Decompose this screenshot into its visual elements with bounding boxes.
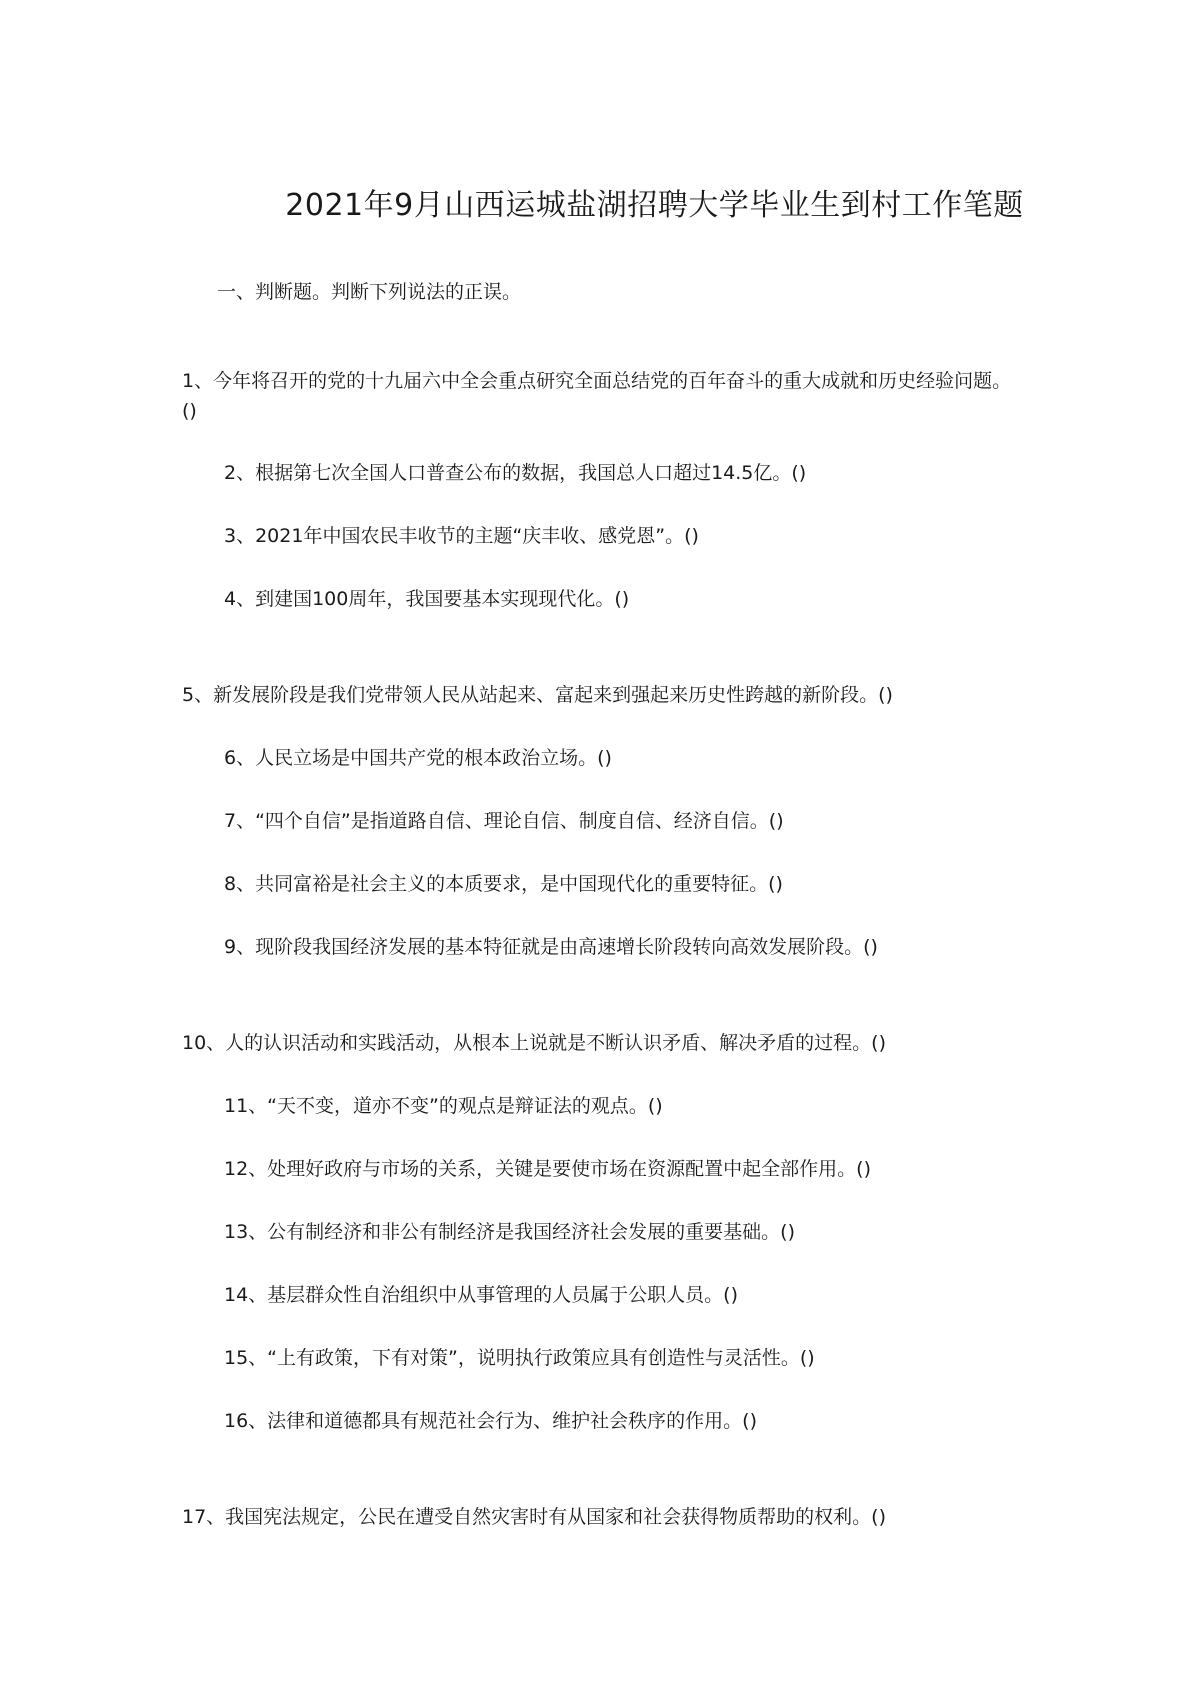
question-item: 3、2021年中国农民丰收节的主题“庆丰收、感党恩”。() xyxy=(224,525,699,547)
question-item: 17、我国宪法规定，公民在遭受自然灾害时有从国家和社会获得物质帮助的权利。() xyxy=(182,1506,887,1528)
question-item: 12、处理好政府与市场的关系，关键是要使市场在资源配置中起全部作用。() xyxy=(224,1158,872,1180)
section-heading: 一、判断题。判断下列说法的正误。 xyxy=(217,281,522,303)
question-item: 4、到建国100周年，我国要基本实现现代化。() xyxy=(224,588,630,610)
question-item: 8、共同富裕是社会主义的本质要求，是中国现代化的重要特征。() xyxy=(224,873,783,895)
question-item: 7、“四个自信”是指道路自信、理论自信、制度自信、经济自信。() xyxy=(224,810,784,832)
question-item: 2、根据第七次全国人口普查公布的数据，我国总人口超过14.5亿。() xyxy=(224,462,807,484)
question-item: 6、人民立场是中国共产党的根本政治立场。() xyxy=(224,747,612,769)
question-item: 14、基层群众性自治组织中从事管理的人员属于公职人员。() xyxy=(224,1284,739,1306)
question-item: 13、公有制经济和非公有制经济是我国经济社会发展的重要基础。() xyxy=(224,1221,796,1243)
document-title: 2021年9月山西运城盐湖招聘大学毕业生到村工作笔题 xyxy=(285,188,1024,223)
question-item: 1、今年将召开的党的十九届六中全会重点研究全面总结党的百年奋斗的重大成就和历史经验问题。() xyxy=(182,370,1012,422)
question-item: 15、“上有政策，下有对策”，说明执行政策应具有创造性与灵活性。() xyxy=(224,1347,815,1369)
question-item: 11、“天不变，道亦不变”的观点是辩证法的观点。() xyxy=(224,1095,663,1117)
question-item: 9、现阶段我国经济发展的基本特征就是由高速增长阶段转向高效发展阶段。() xyxy=(224,936,878,958)
question-item: 5、新发展阶段是我们党带领人民从站起来、富起来到强起来历史性跨越的新阶段。() xyxy=(182,684,893,706)
question-item: 10、人的认识活动和实践活动，从根本上说就是不断认识矛盾、解决矛盾的过程。() xyxy=(182,1032,887,1054)
question-item: 16、法律和道德都具有规范社会行为、维护社会秩序的作用。() xyxy=(224,1410,758,1432)
